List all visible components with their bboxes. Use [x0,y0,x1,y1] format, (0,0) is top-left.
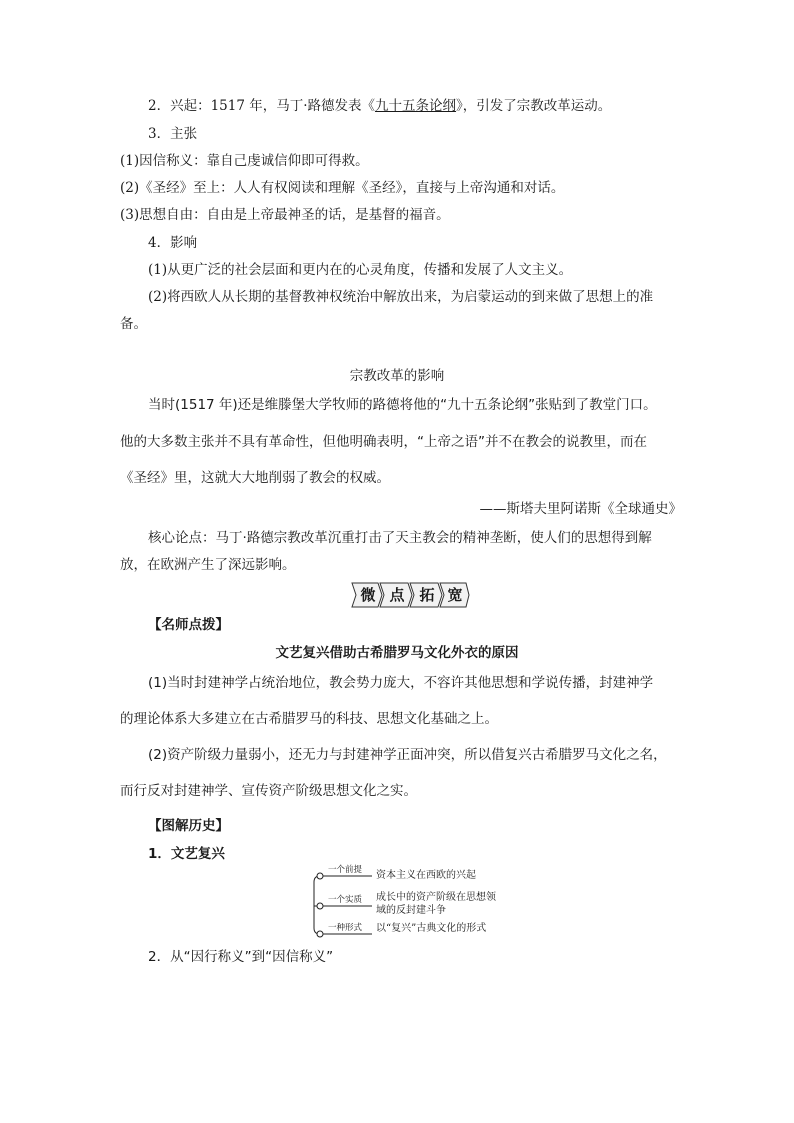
excerpt-line-1: 当时(1517 年)还是维滕堡大学牧师的路德将他的“九十五条论纲”张贴到了教堂门口。 [148,397,657,413]
excerpt-title: 宗教改革的影响 [349,368,445,384]
banner-char-2: 点 [389,586,405,604]
claims-heading: 3．主张 [148,126,198,142]
rise-prefix: 2．兴起：1517 年，马丁·路德发表《 [148,98,376,114]
diagram-item-2: 2．从“因行称义”到“因信称义” [148,949,334,965]
diagram-item-1: 1．文艺复兴 [148,846,225,862]
diagram-label: 【图解历史】 [148,818,229,834]
rise-suffix: 》，引发了宗教改革运动。 [456,98,612,114]
diagram-key-2: 一个实质 [328,895,363,905]
expert-line-2: 的理论体系大多建立在古希腊罗马的科技、思想文化基础之上。 [120,711,498,727]
diagram-text-3: 以“复兴”古典文化的形式 [376,923,487,934]
impact-heading: 4．影响 [148,235,198,251]
banner-char-3: 拓 [419,586,435,604]
diagram-key-1: 一个前提 [328,865,363,875]
ninety-five-theses-title: 九十五条论纲 [375,98,457,114]
excerpt-source: ——斯塔夫里阿诺斯《全球通史》 [479,501,682,517]
impact-item-2-cont: 备。 [120,316,147,332]
expert-title: 文艺复兴借助古希腊罗马文化外衣的原因 [275,645,519,661]
impact-item-2: (2)将西欧人从长期的基督教神权统治中解放出来，为启蒙运动的到来做了思想上的准 [148,289,654,305]
core-point-line-1: 核心论点：马丁·路德宗教改革沉重打击了天主教会的精神垄断，使人们的思想得到解 [148,530,652,546]
excerpt-line-2: 他的大多数主张并不具有革命性，但他明确表明，“上帝之语”并不在教会的说教里，而在 [120,434,647,450]
expert-line-1: (1)当时封建神学占统治地位，教会势力庞大，不容许其他思想和学说传播，封建神学 [148,675,654,691]
claim-item-3: (3)思想自由：自由是上帝最神圣的话，是基督的福音。 [120,207,450,223]
banner-char-1: 微 [360,586,376,604]
diagram-text-1: 资本主义在西欧的兴起 [376,870,476,881]
claim-item-1: (1)因信称义：靠自己虔诚信仰即可得救。 [120,153,369,169]
impact-item-1: (1)从更广泛的社会层面和更内在的心灵角度，传播和发展了人文主义。 [148,262,573,278]
banner-char-4: 宽 [447,586,463,604]
excerpt-line-3: 《圣经》里，这就大大地削弱了教会的权威。 [120,470,390,486]
diagram-key-3: 一种形式 [328,923,363,933]
expert-line-3: (2)资产阶级力量弱小，还无力与封建神学正面冲突，所以借复兴古希腊罗马文化之名， [148,747,667,763]
renaissance-diagram [310,862,520,938]
claim-item-2: (2)《圣经》至上：人人有权阅读和理解《圣经》，直接与上帝沟通和对话。 [120,180,565,196]
core-point-line-2: 放，在欧洲产生了深远影响。 [120,557,296,573]
expert-label: 【名师点拨】 [148,617,229,633]
expert-line-4: 而行反对封建神学、宣传资产阶级思想文化之实。 [120,783,417,799]
micro-point-banner [350,582,470,608]
diagram-text-2b: 域的反封建斗争 [376,905,446,916]
rise-line [148,97,611,115]
diagram-text-2a: 成长中的资产阶级在思想领 [376,892,496,903]
